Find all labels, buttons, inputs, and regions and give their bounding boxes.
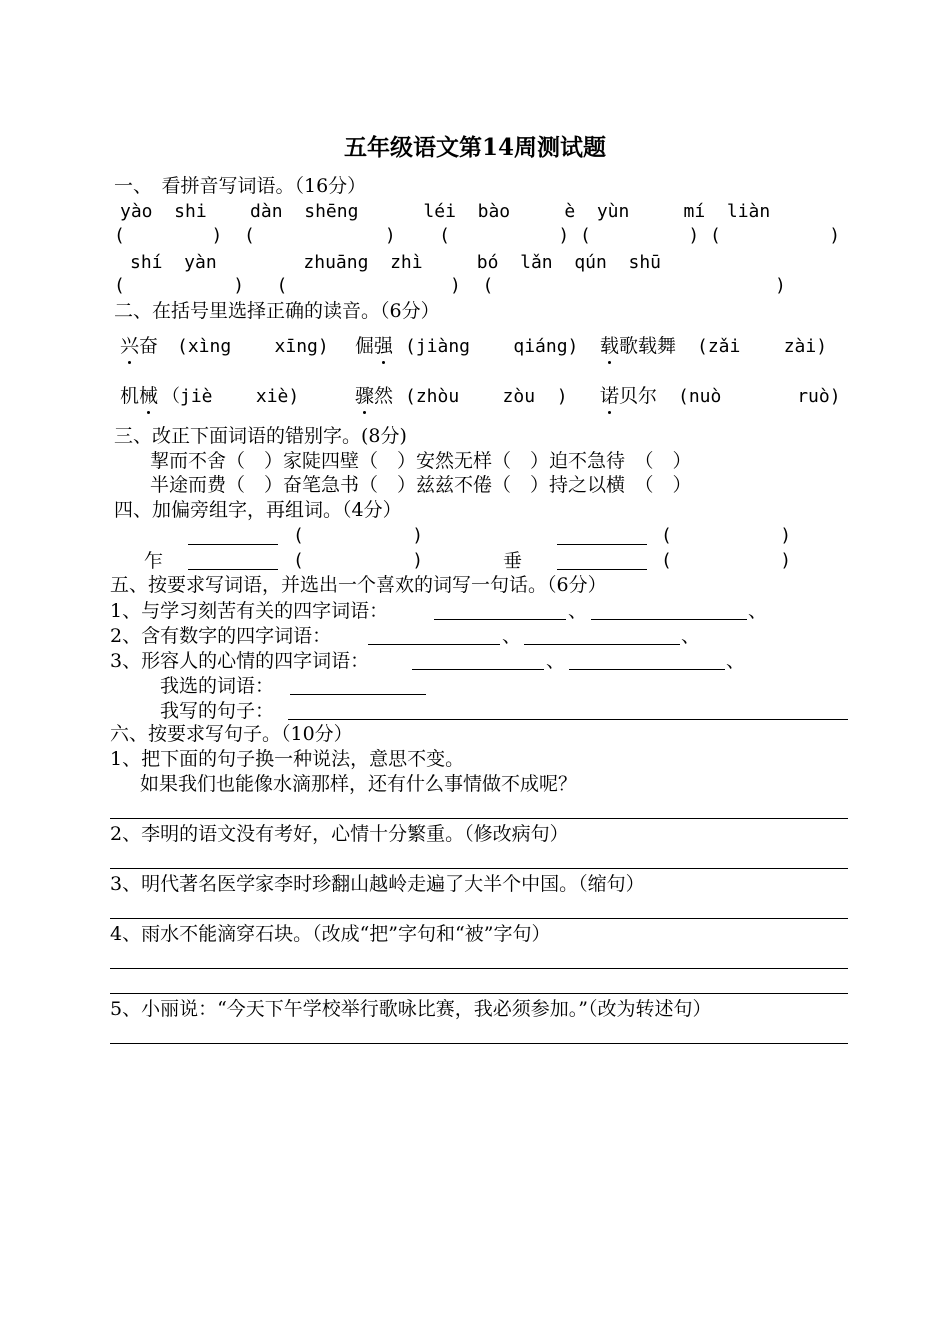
separator: 、 — [726, 650, 746, 672]
answer-line[interactable] — [110, 868, 848, 869]
separator: 、 — [748, 600, 768, 622]
section-2-heading: 二、在括号里选择正确的读音。（6分） — [114, 300, 440, 322]
section-1-heading: 一、 看拼音写词语。（16分） — [114, 175, 367, 197]
blank-line[interactable] — [368, 644, 500, 645]
pinyin-row-2: shí yàn zhuāng zhì bó lǎn qún shū — [130, 252, 662, 273]
pronunciation-options[interactable]: (nuò ruò) — [678, 386, 841, 407]
pronunciation-options[interactable]: (zhòu zòu ) — [405, 386, 568, 407]
blank-line[interactable] — [290, 694, 426, 695]
pronunciation-item: 诺贝尔 — [600, 385, 658, 407]
question-6-4: 4、雨水不能滴穿石块。（改成“把”字句和“被”字句） — [110, 923, 551, 945]
blank-line[interactable] — [524, 644, 680, 645]
separator: 、 — [568, 600, 588, 622]
question-6-1-sentence: 如果我们也能像水滴那样，还有什么事情做不成呢？ — [140, 773, 578, 795]
separator: 、 — [681, 625, 701, 647]
blank-line[interactable] — [591, 619, 747, 620]
sentence-label: 我写的句子： — [160, 700, 275, 722]
separator: 、 — [546, 650, 566, 672]
question-6-1: 1、把下面的句子换一种说法，意思不变。 — [110, 748, 465, 770]
section-3-heading: 三、改正下面词语的错别字。(8分) — [114, 425, 407, 447]
answer-line[interactable] — [110, 918, 848, 919]
radical-char: 乍 — [144, 550, 164, 572]
pronunciation-item: 骤然 — [355, 385, 394, 407]
pronunciation-options[interactable]: (xìng xīng) — [177, 336, 329, 357]
page-title: 五年级语文第14周测试题 — [343, 134, 606, 161]
section-6-heading: 六、按要求写句子。（10分） — [110, 723, 353, 745]
pronunciation-options[interactable]: （jiè xiè) — [162, 386, 300, 407]
answer-line[interactable] — [110, 993, 848, 994]
answer-parens[interactable]: ( ) — [661, 525, 792, 546]
blank-line[interactable] — [412, 669, 544, 670]
chosen-word-label: 我选的词语： — [160, 675, 275, 697]
pinyin-row-1: yào shi dàn shēng léi bào è yùn mí liàn — [120, 201, 771, 222]
answer-parens-row-2[interactable]: ( ) ( ) ( ) — [114, 275, 786, 296]
question-6-5: 5、小丽说：“今天下午学校举行歌咏比赛，我必须参加。”（改为转述句） — [110, 998, 712, 1020]
pronunciation-options[interactable]: (zǎi zài) — [697, 336, 828, 357]
blank-line[interactable] — [434, 619, 566, 620]
question-5-1: 1、与学习刻苦有关的四字词语： — [110, 600, 389, 622]
section-4-heading: 四、加偏旁组字，再组词。（4分） — [114, 499, 402, 521]
question-5-3: 3、形容人的心情的四字词语： — [110, 650, 370, 672]
separator: 、 — [502, 625, 522, 647]
answer-parens[interactable]: ( ) — [293, 525, 424, 546]
blank-line[interactable] — [188, 569, 278, 570]
answer-parens-row-1[interactable]: ( ) ( ) ( ) ( ) ( ) — [114, 225, 841, 246]
question-6-3: 3、明代著名医学家李时珍翻山越岭走遍了大半个中国。（缩句） — [110, 873, 645, 895]
blank-line[interactable] — [557, 569, 647, 570]
answer-line[interactable] — [110, 968, 848, 969]
pronunciation-options[interactable]: (jiàng qiáng) — [405, 336, 579, 357]
blank-line[interactable] — [188, 544, 278, 545]
section-5-heading: 五、按要求写词语，并选出一个喜欢的词写一句话。（6分） — [110, 574, 607, 596]
answer-parens[interactable]: ( ) — [293, 550, 424, 571]
answer-parens[interactable]: ( ) — [661, 550, 792, 571]
pronunciation-item: 倔强 — [355, 335, 394, 357]
blank-line[interactable] — [569, 669, 725, 670]
answer-line[interactable] — [110, 818, 848, 819]
question-5-2: 2、含有数字的四字词语： — [110, 625, 332, 647]
question-6-2: 2、李明的语文没有考好，心情十分繁重。（修改病句） — [110, 823, 569, 845]
typo-row-1[interactable]: 挈而不舍（ ）家陡四壁（ ）安然无样（ ）迫不急待 （ ） — [150, 450, 692, 472]
blank-line[interactable] — [557, 544, 647, 545]
typo-row-2[interactable]: 半途而费（ ）奋笔急书（ ）兹兹不倦（ ）持之以横 （ ） — [150, 474, 692, 496]
radical-char: 垂 — [503, 550, 523, 572]
answer-line[interactable] — [110, 1043, 848, 1044]
pronunciation-item: 兴奋 — [120, 335, 159, 357]
pronunciation-item: 机械 — [120, 385, 159, 407]
blank-line[interactable] — [288, 719, 848, 720]
pronunciation-item: 载歌载舞 — [600, 335, 677, 357]
